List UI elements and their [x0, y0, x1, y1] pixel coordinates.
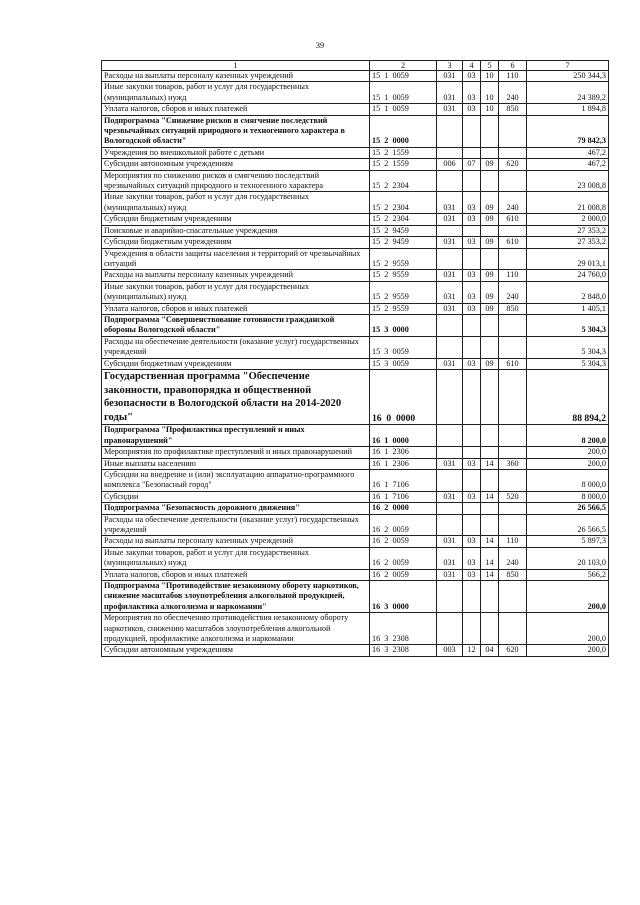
row-code: 16 3 2308	[370, 645, 437, 656]
row-code: 15 1 0059	[370, 104, 437, 115]
header-col-2: 2	[370, 61, 437, 71]
row-section: 12	[463, 645, 481, 656]
row-name: Расходы на выплаты персоналу казенных учреждений	[102, 536, 370, 547]
header-col-7: 7	[527, 61, 609, 71]
row-department	[437, 147, 463, 158]
row-section: 03	[463, 569, 481, 580]
row-expense-type: 620	[499, 159, 527, 170]
row-code: 16 1 7106	[370, 469, 437, 491]
row-code: 15 2 0000	[370, 115, 437, 147]
row-code: 15 2 9459	[370, 237, 437, 248]
row-expense-type: 850	[499, 569, 527, 580]
table-row	[102, 170, 609, 192]
row-name: Субсидии бюджетным учреждениям	[102, 237, 370, 248]
row-amount: 200,0	[527, 447, 609, 458]
table-row	[102, 71, 609, 82]
row-name: Иные закупки товаров, работ и услуг для государственных (муниципальных) нужд	[102, 82, 370, 104]
row-code: 16 1 2306	[370, 447, 437, 458]
row-department: 031	[437, 192, 463, 214]
row-expense-type: 610	[499, 237, 527, 248]
row-expense-type	[499, 425, 527, 447]
row-department: 031	[437, 491, 463, 502]
row-name: Мероприятия по обеспечению противодействия незаконному обороту наркотиков, снижению масштабов злоупотребления алкогольной продукцией, профилактике алкоголизма и наркомании	[102, 613, 370, 645]
row-code: 15 2 9559	[370, 303, 437, 314]
row-department	[437, 225, 463, 236]
row-section: 03	[463, 270, 481, 281]
table-row	[102, 358, 609, 369]
row-amount: 5 304,3	[527, 314, 609, 336]
row-code: 15 3 0059	[370, 358, 437, 369]
table-row	[102, 159, 609, 170]
row-amount: 200,0	[527, 581, 609, 613]
row-name: Субсидии автономным учреждениям	[102, 159, 370, 170]
row-amount: 467,2	[527, 159, 609, 170]
row-subsection	[481, 225, 499, 236]
row-department: 031	[437, 536, 463, 547]
row-code: 16 2 0059	[370, 569, 437, 580]
row-section	[463, 336, 481, 358]
row-name: Уплата налогов, сборов и иных платежей	[102, 104, 370, 115]
row-code: 15 2 9559	[370, 248, 437, 270]
row-subsection	[481, 469, 499, 491]
row-department: 031	[437, 281, 463, 303]
row-name: Субсидии бюджетным учреждениям	[102, 358, 370, 369]
row-expense-type: 610	[499, 214, 527, 225]
row-amount: 200,0	[527, 645, 609, 656]
row-code: 15 2 1559	[370, 147, 437, 158]
row-section: 03	[463, 192, 481, 214]
row-name: Расходы на выплаты персоналу казенных учреждений	[102, 71, 370, 82]
row-expense-type	[499, 225, 527, 236]
row-code: 16 3 2308	[370, 613, 437, 645]
row-department	[437, 469, 463, 491]
table-row	[102, 248, 609, 270]
row-code: 15 3 0059	[370, 336, 437, 358]
row-department: 006	[437, 159, 463, 170]
row-expense-type	[499, 369, 527, 424]
row-department: 031	[437, 82, 463, 104]
table-row	[102, 225, 609, 236]
row-section: 03	[463, 214, 481, 225]
row-name: Субсидии бюджетным учреждениям	[102, 214, 370, 225]
header-col-4: 4	[463, 61, 481, 71]
row-subsection: 09	[481, 214, 499, 225]
row-expense-type: 110	[499, 270, 527, 281]
row-department: 031	[437, 270, 463, 281]
row-amount: 5 304,3	[527, 358, 609, 369]
row-amount: 2 000,0	[527, 214, 609, 225]
row-subsection: 14	[481, 569, 499, 580]
row-section	[463, 447, 481, 458]
row-expense-type: 240	[499, 82, 527, 104]
row-name: Подпрограмма "Безопасность дорожного движения"	[102, 503, 370, 514]
row-amount: 24 760,0	[527, 270, 609, 281]
table-row	[102, 104, 609, 115]
row-section	[463, 503, 481, 514]
row-expense-type	[499, 469, 527, 491]
row-amount: 5 304,3	[527, 336, 609, 358]
row-department	[437, 447, 463, 458]
row-subsection: 10	[481, 71, 499, 82]
row-name: Учреждения в области защиты населения и территорий от чрезвычайных ситуаций	[102, 248, 370, 270]
row-code: 15 2 9559	[370, 281, 437, 303]
row-amount: 5 897,3	[527, 536, 609, 547]
row-department: 031	[437, 237, 463, 248]
row-name: Уплата налогов, сборов и иных платежей	[102, 303, 370, 314]
row-name: Подпрограмма "Совершенствование готовности гражданской обороны Вологодской области"	[102, 314, 370, 336]
row-amount: 250 344,3	[527, 71, 609, 82]
row-name: Мероприятия по снижению рисков и смягчению последствий чрезвычайных ситуаций природного и техногенного характера	[102, 170, 370, 192]
row-expense-type: 240	[499, 547, 527, 569]
row-code: 15 2 2304	[370, 192, 437, 214]
row-name: Субсидии	[102, 491, 370, 502]
row-subsection	[481, 581, 499, 613]
row-amount: 26 566,5	[527, 503, 609, 514]
row-code: 15 3 0000	[370, 314, 437, 336]
row-section	[463, 225, 481, 236]
table-row	[102, 581, 609, 613]
row-amount: 24 389,2	[527, 82, 609, 104]
row-name: Расходы на выплаты персоналу казенных учреждений	[102, 270, 370, 281]
row-section	[463, 115, 481, 147]
row-department	[437, 613, 463, 645]
row-amount: 79 842,3	[527, 115, 609, 147]
row-section	[463, 613, 481, 645]
row-subsection: 09	[481, 192, 499, 214]
row-department	[437, 336, 463, 358]
row-section	[463, 425, 481, 447]
row-name: Подпрограмма "Противодействие незаконному обороту наркотиков, снижение масштабов злоупотребления алкогольной продукцией, профилактика алкоголизма и наркомании"	[102, 581, 370, 613]
row-amount: 20 103,0	[527, 547, 609, 569]
table-row	[102, 82, 609, 104]
row-section: 03	[463, 104, 481, 115]
row-subsection	[481, 613, 499, 645]
row-section: 03	[463, 281, 481, 303]
row-name: Иные выплаты населению	[102, 458, 370, 469]
row-expense-type: 110	[499, 536, 527, 547]
row-amount: 8 200,0	[527, 425, 609, 447]
row-department	[437, 514, 463, 536]
table-row	[102, 314, 609, 336]
row-code: 16 2 0000	[370, 503, 437, 514]
row-expense-type: 240	[499, 192, 527, 214]
row-section: 07	[463, 159, 481, 170]
row-subsection	[481, 336, 499, 358]
row-section	[463, 369, 481, 424]
row-amount: 1 894,8	[527, 104, 609, 115]
row-subsection: 09	[481, 303, 499, 314]
table-row	[102, 369, 609, 424]
row-code: 15 2 2304	[370, 214, 437, 225]
table-row	[102, 613, 609, 645]
row-code: 16 1 2306	[370, 458, 437, 469]
row-expense-type	[499, 336, 527, 358]
row-subsection	[481, 514, 499, 536]
row-expense-type	[499, 170, 527, 192]
row-department	[437, 314, 463, 336]
row-subsection: 09	[481, 270, 499, 281]
row-department: 031	[437, 214, 463, 225]
row-amount: 27 353,2	[527, 237, 609, 248]
table-row	[102, 447, 609, 458]
row-subsection	[481, 115, 499, 147]
row-code: 16 2 0059	[370, 547, 437, 569]
row-expense-type	[499, 248, 527, 270]
row-name: Подпрограмма "Снижение рисков и смягчение последствий чрезвычайных ситуаций природного и техногенного характера в Вологодской области"	[102, 115, 370, 147]
row-amount: 26 566,5	[527, 514, 609, 536]
table-row	[102, 270, 609, 281]
table-row	[102, 303, 609, 314]
row-department: 031	[437, 303, 463, 314]
row-department: 003	[437, 645, 463, 656]
row-department: 031	[437, 547, 463, 569]
row-expense-type	[499, 581, 527, 613]
budget-table	[101, 60, 609, 657]
table-row	[102, 514, 609, 536]
table-row	[102, 281, 609, 303]
row-subsection: 09	[481, 159, 499, 170]
table-row	[102, 503, 609, 514]
row-amount: 23 008,8	[527, 170, 609, 192]
table-row	[102, 336, 609, 358]
row-amount: 1 405,1	[527, 303, 609, 314]
row-name: Субсидии на внедрение и (или) эксплуатацию аппаратно-программного комплекса "Безопасный город"	[102, 469, 370, 491]
row-expense-type: 360	[499, 458, 527, 469]
row-code: 15 2 1559	[370, 159, 437, 170]
row-subsection: 14	[481, 458, 499, 469]
row-name: Государственная программа "Обеспечение законности, правопорядка и общественной безопасности в Вологодской области на 2014-2020 годы"	[102, 369, 370, 424]
row-expense-type: 850	[499, 104, 527, 115]
row-name: Иные закупки товаров, работ и услуг для государственных (муниципальных) нужд	[102, 192, 370, 214]
table-row	[102, 214, 609, 225]
row-code: 16 0 0000	[370, 369, 437, 424]
row-code: 16 2 0059	[370, 514, 437, 536]
table-row	[102, 536, 609, 547]
row-subsection: 09	[481, 237, 499, 248]
row-subsection: 09	[481, 281, 499, 303]
table-row	[102, 645, 609, 656]
row-department: 031	[437, 104, 463, 115]
table-row	[102, 469, 609, 491]
row-department	[437, 115, 463, 147]
row-section: 03	[463, 536, 481, 547]
row-subsection: 10	[481, 104, 499, 115]
row-name: Субсидии автономным учреждениям	[102, 645, 370, 656]
row-section: 03	[463, 237, 481, 248]
row-section	[463, 514, 481, 536]
row-subsection: 09	[481, 358, 499, 369]
row-amount: 88 894,2	[527, 369, 609, 424]
table-row	[102, 237, 609, 248]
row-subsection	[481, 248, 499, 270]
header-row	[102, 61, 609, 71]
row-section	[463, 314, 481, 336]
row-expense-type	[499, 613, 527, 645]
table-row	[102, 491, 609, 502]
row-department: 031	[437, 458, 463, 469]
table-row	[102, 458, 609, 469]
row-code: 16 2 0059	[370, 536, 437, 547]
table-row	[102, 147, 609, 158]
row-code: 15 1 0059	[370, 71, 437, 82]
row-subsection: 10	[481, 82, 499, 104]
header-col-6: 6	[499, 61, 527, 71]
row-amount: 29 013,1	[527, 248, 609, 270]
row-subsection	[481, 369, 499, 424]
table-row	[102, 547, 609, 569]
row-department	[437, 503, 463, 514]
row-code: 16 1 0000	[370, 425, 437, 447]
row-amount: 8 000,0	[527, 469, 609, 491]
row-name: Иные закупки товаров, работ и услуг для государственных (муниципальных) нужд	[102, 547, 370, 569]
row-expense-type	[499, 447, 527, 458]
row-amount: 467,2	[527, 147, 609, 158]
row-department: 031	[437, 71, 463, 82]
row-subsection: 14	[481, 547, 499, 569]
row-subsection: 14	[481, 536, 499, 547]
row-subsection: 04	[481, 645, 499, 656]
row-expense-type	[499, 147, 527, 158]
row-subsection: 14	[481, 491, 499, 502]
row-expense-type: 620	[499, 645, 527, 656]
row-code: 16 3 0000	[370, 581, 437, 613]
row-name: Поисковые и аварийно-спасательные учреждения	[102, 225, 370, 236]
row-expense-type: 240	[499, 281, 527, 303]
row-section: 03	[463, 358, 481, 369]
row-subsection	[481, 314, 499, 336]
row-expense-type	[499, 503, 527, 514]
row-expense-type	[499, 115, 527, 147]
table-row	[102, 115, 609, 147]
row-section: 03	[463, 491, 481, 502]
row-amount: 2 848,0	[527, 281, 609, 303]
row-department	[437, 248, 463, 270]
row-department	[437, 170, 463, 192]
row-section	[463, 170, 481, 192]
row-expense-type: 610	[499, 358, 527, 369]
row-amount: 8 000,0	[527, 491, 609, 502]
row-department	[437, 369, 463, 424]
row-amount: 200,0	[527, 613, 609, 645]
row-section: 03	[463, 303, 481, 314]
row-name: Мероприятия по профилактике преступлений и иных правонарушений	[102, 447, 370, 458]
row-name: Подпрограмма "Профилактика преступлений и иных правонарушений"	[102, 425, 370, 447]
row-section	[463, 581, 481, 613]
row-name: Уплата налогов, сборов и иных платежей	[102, 569, 370, 580]
header-col-1: 1	[102, 61, 370, 71]
row-subsection	[481, 447, 499, 458]
row-department: 031	[437, 569, 463, 580]
row-code: 15 2 2304	[370, 170, 437, 192]
row-section: 03	[463, 458, 481, 469]
row-amount: 21 008,8	[527, 192, 609, 214]
row-amount: 200,0	[527, 458, 609, 469]
row-amount: 566,2	[527, 569, 609, 580]
row-code: 15 1 0059	[370, 82, 437, 104]
table-row	[102, 569, 609, 580]
row-section	[463, 469, 481, 491]
row-name: Иные закупки товаров, работ и услуг для государственных (муниципальных) нужд	[102, 281, 370, 303]
row-section	[463, 147, 481, 158]
row-code: 15 2 9559	[370, 270, 437, 281]
row-department	[437, 581, 463, 613]
row-name: Расходы на обеспечение деятельности (оказание услуг) государственных учреждений	[102, 514, 370, 536]
row-subsection	[481, 425, 499, 447]
row-department	[437, 425, 463, 447]
row-amount: 27 353,2	[527, 225, 609, 236]
row-name: Учреждения по внешкольной работе с детьми	[102, 147, 370, 158]
header-col-5: 5	[481, 61, 499, 71]
row-expense-type: 850	[499, 303, 527, 314]
row-expense-type	[499, 314, 527, 336]
row-expense-type	[499, 514, 527, 536]
row-section	[463, 248, 481, 270]
row-subsection	[481, 503, 499, 514]
row-department: 031	[437, 358, 463, 369]
table-row	[102, 192, 609, 214]
row-subsection	[481, 170, 499, 192]
row-subsection	[481, 147, 499, 158]
row-code: 15 2 9459	[370, 225, 437, 236]
row-code: 16 1 7106	[370, 491, 437, 502]
row-name: Расходы на обеспечение деятельности (оказание услуг) государственных учреждений	[102, 336, 370, 358]
row-expense-type: 520	[499, 491, 527, 502]
page-number: 39	[315, 40, 325, 50]
row-section: 03	[463, 82, 481, 104]
row-expense-type: 110	[499, 71, 527, 82]
header-col-3: 3	[437, 61, 463, 71]
row-section: 03	[463, 547, 481, 569]
row-section: 03	[463, 71, 481, 82]
table-row	[102, 425, 609, 447]
